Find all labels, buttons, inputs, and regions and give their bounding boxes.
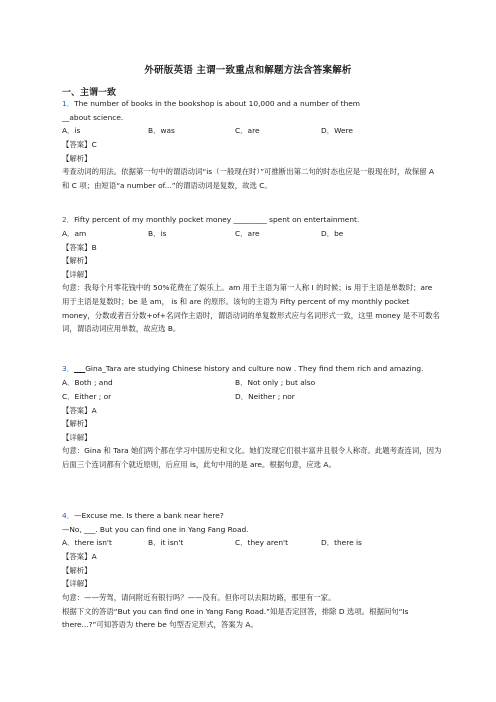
- option-a: A．Both ; and: [62, 377, 113, 387]
- explanation: 考查动词的用法。依据第一句中的谓语动词“is（一般现在时）”可推断出第二句的时态也应是一般现在时，故保留 A 和 C 项；由短语“a number of...”的谓语动词是复数，故选 C。: [62, 167, 435, 190]
- section-heading: 一、主谓一致: [62, 88, 117, 98]
- option-c: C．are: [235, 228, 260, 238]
- question-number: 3．: [62, 364, 75, 373]
- question-number: 1．: [62, 99, 75, 108]
- option-c: C．they aren't: [235, 538, 288, 548]
- question-stem: 3．___Gina_Tara are studying Chinese history and culture now . They find them rich and amazing.: [62, 364, 424, 373]
- option-b: B．Not only ; but also: [235, 377, 316, 387]
- option-d: D．there is: [321, 538, 362, 548]
- option-a: A．there isn't: [62, 538, 112, 548]
- question-number: 2．: [62, 215, 75, 224]
- analysis-label: 【解析】: [62, 256, 92, 266]
- detail-label: 【详解】: [62, 579, 92, 589]
- option-a: A．is: [62, 126, 81, 136]
- question-stem: 4．—Excuse me. Is there a bank near here?: [62, 511, 224, 520]
- answer: 【答案】A: [62, 552, 97, 562]
- option-b: B．is: [148, 228, 167, 238]
- question-4: [62, 509, 442, 632]
- option-d: D．be: [321, 228, 344, 238]
- analysis-label: 【解析】: [62, 565, 92, 575]
- answer: 【答案】B: [62, 242, 97, 252]
- question-2: [62, 213, 442, 336]
- options-row: [62, 227, 442, 241]
- question-stem-cont: —No, ___. But you can find one in Yang Fang Road.: [62, 524, 249, 534]
- explanation: 句意：我每个月零花钱中的 50%花费在了娱乐上。am 用于主语为第一人称 I 的时候；is 用于主语是单数时；are 用于主语是复数时；be 是 am， is 和 are 的原形。该句的主语为 Fifty percent of my monthly pocket money，分数或者百分数+of+名词作主语时，谓语动词的单复数形式应与名词形式一致，这里 money 是不可数名词，谓语动词应用单数，故应选 B。: [62, 283, 440, 334]
- option-d: D．Neither ; nor: [235, 391, 295, 401]
- explanation-line: 句意：——劳驾，请问附近有银行吗？——没有。但你可以去阳坊路，那里有一家。: [62, 592, 336, 602]
- option-c: C．Either ; or: [62, 391, 112, 401]
- question-stem: 1．The number of books in the bookshop is about 10,000 and a number of them: [62, 99, 361, 108]
- answer: 【答案】C: [62, 140, 97, 150]
- analysis-label: 【解析】: [62, 419, 92, 429]
- question-stem: 2．Fifty percent of my monthly pocket money _________ spent on entertainment.: [62, 215, 360, 224]
- question-number: 4．: [62, 511, 75, 520]
- detail-label: 【详解】: [62, 269, 92, 279]
- options-row: [62, 376, 442, 390]
- question-stem-cont: __about science.: [62, 112, 124, 122]
- option-b: B．was: [148, 126, 175, 136]
- option-c: C．are: [235, 126, 260, 136]
- explanation: 根据下文的答语“But you can find one in Yang Fang Road.”知是否定回答，排除 D 选项。根据问句“Is there...?”可知答语为 there be 句型否定形式，答案为 A。: [62, 606, 409, 630]
- detail-label: 【详解】: [62, 432, 92, 442]
- analysis-label: 【解析】: [62, 153, 92, 163]
- option-b: B．it isn't: [148, 538, 184, 548]
- options-row: [62, 536, 442, 550]
- options-row: [62, 124, 442, 138]
- explanation: 句意：Gina 和 Tara 她们两个都在学习中国历史和文化。她们发现它们很丰富并且很令人称奇。此题考查连词，因为后面三个连词都有个就近原则，后应用 is，此句中用的是 are。根据句意，应选 A。: [62, 446, 442, 469]
- question-1: [62, 97, 442, 193]
- document-title: 外研版英语 主谓一致重点和解题方法含答案解析: [144, 65, 352, 76]
- answer: 【答案】A: [62, 405, 97, 415]
- option-d: D．Were: [321, 126, 353, 136]
- question-3: [62, 362, 442, 472]
- answer-blank: ___: [74, 364, 86, 373]
- options-row: [62, 390, 442, 404]
- option-a: A．am: [62, 228, 87, 238]
